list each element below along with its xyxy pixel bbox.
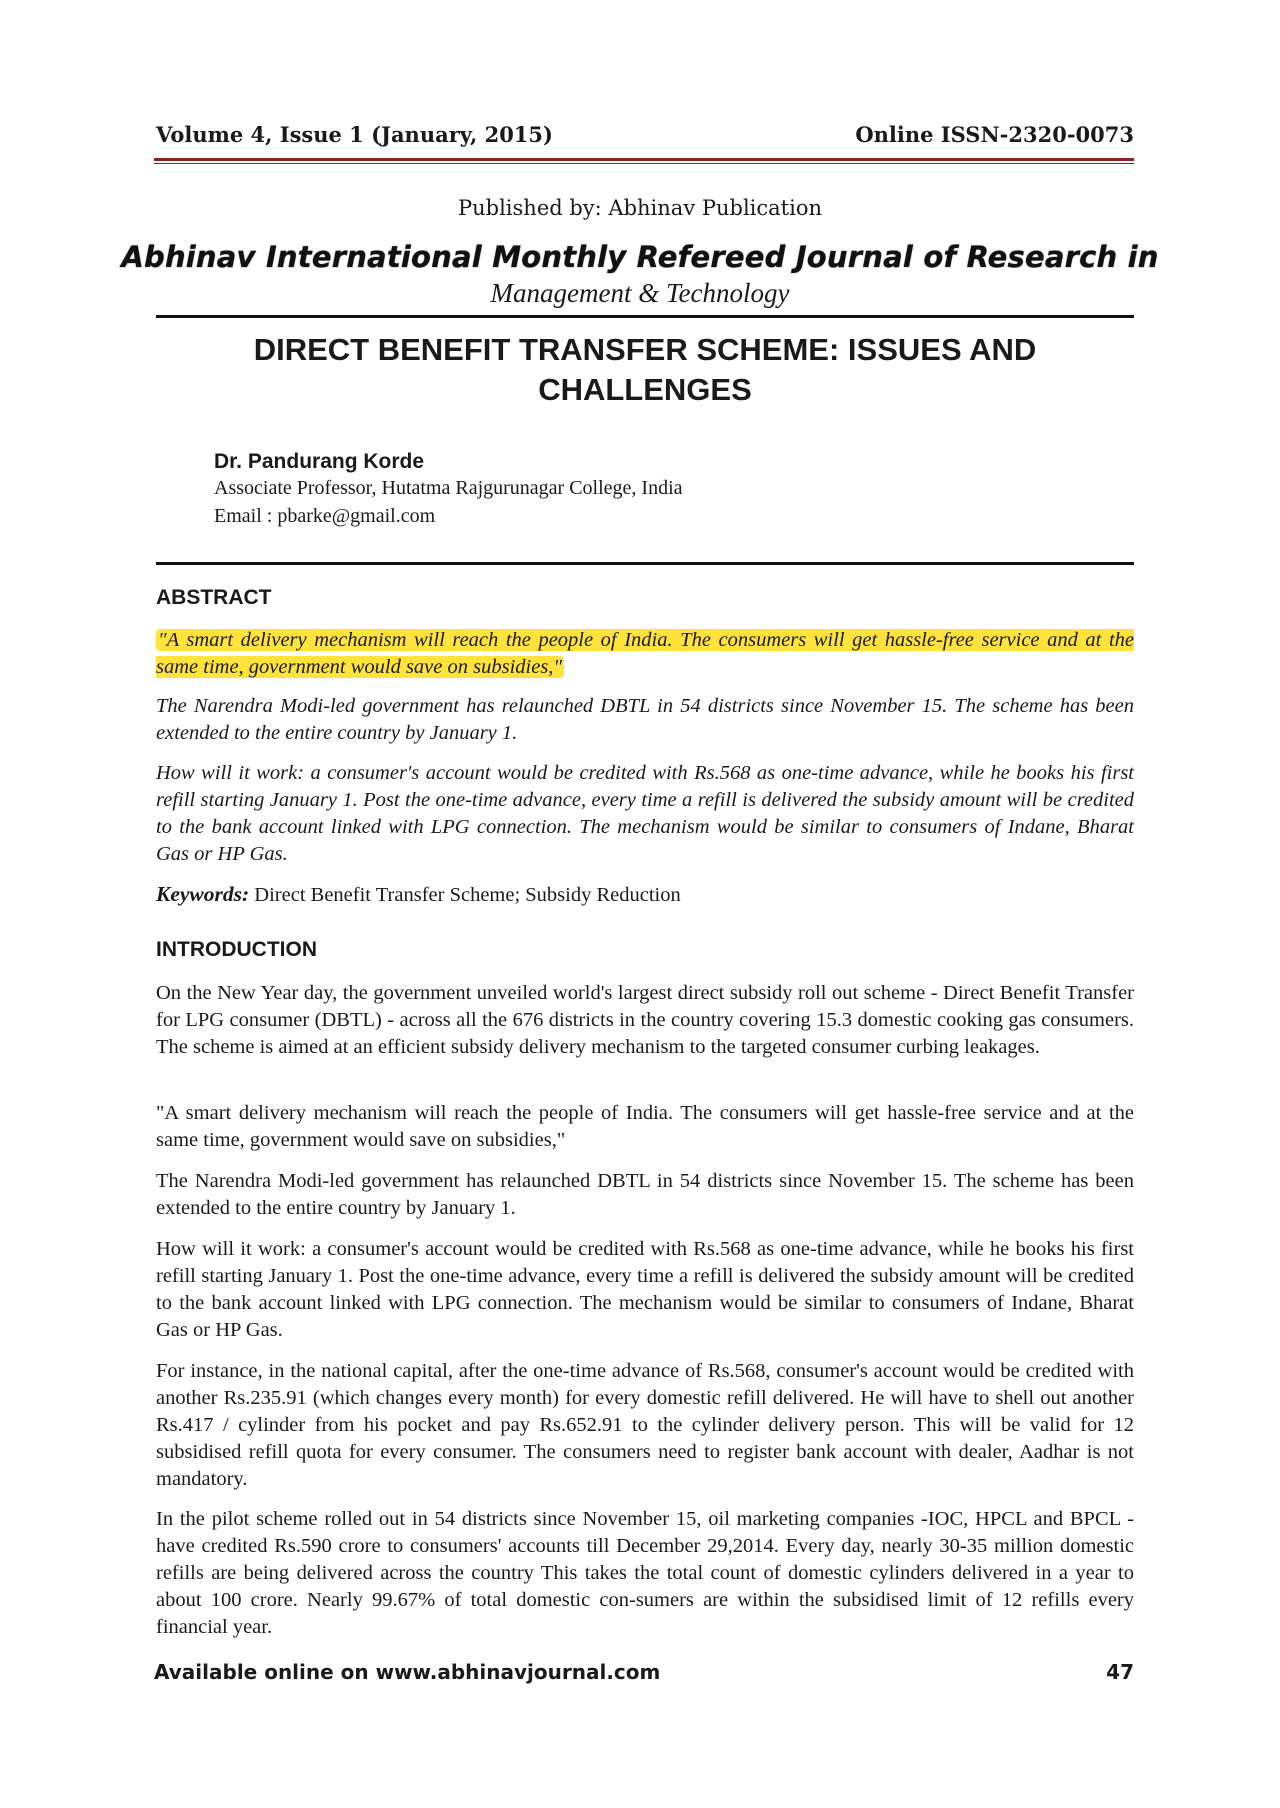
footer-availability: Available online on www.abhinavjournal.com [154,1660,661,1684]
author-name: Dr. Pandurang Korde [214,450,425,473]
intro-paragraph: The Narendra Modi-led government has relaunched DBTL in 54 districts since November 15. The scheme has been extended to the entire country by January 1. [156,1170,1134,1219]
keywords-label: Keywords: [156,882,250,906]
intro-paragraph: How will it work: a consumer's account would be credited with Rs.568 as one-time advance, while he books his first refill starting January 1. Post the one-time advance, every time a refill is delivered the subsidy amount will be credited to the bank account linked with LPG connection. The mechanism would be similar to consumers of Indane, Bharat Gas or HP Gas. [156,1238,1134,1341]
author-rule [156,562,1134,565]
issn: Online ISSN-2320-0073 [855,122,1134,147]
author-affiliation: Associate Professor, Hutatma Rajgurunagar College, India [214,477,683,499]
volume-issue: Volume 4, Issue 1 (January, 2015) [156,122,553,147]
author-email: Email : pbarke@gmail.com [214,505,436,527]
intro-paragraph: On the New Year day, the government unveiled world's largest direct subsidy roll out scheme - Direct Benefit Transfer for LPG consumer (DBTL) - across all the 676 districts in the country covering 15.3 domestic cooking gas consumers. The scheme is aimed at an efficient subsidy delivery mechanism to the targeted consumer curbing leakages. [156,982,1134,1058]
page-number: 47 [1106,1660,1134,1684]
journal-subtitle: Management & Technology [490,278,790,308]
publisher-line: Published by: Abhinav Publication [457,196,822,220]
paper-title: DIRECT BENEFIT TRANSFER SCHEME: ISSUES AND CHALLENGES [253,332,1037,407]
abstract-heading: ABSTRACT [156,586,272,609]
abstract-paragraph: The Narendra Modi-led government has relaunched DBTL in 54 districts since November 15. The scheme has been extended to the entire country by January 1. [156,695,1134,744]
keywords-text: Direct Benefit Transfer Scheme; Subsidy Reduction [254,884,681,906]
abstract-paragraph: How will it work: a consumer's account would be credited with Rs.568 as one-time advance, while he books his first refill starting January 1. Post the one-time advance, every time a refill is delivered the subsidy amount will be credited to the bank account linked with LPG connection. The mechanism would be similar to consumers of Indane, Bharat Gas or HP Gas. [156,762,1134,865]
running-header [156,122,1134,154]
header-rule-thin [154,163,1134,164]
journal-name: Abhinav International Monthly Refereed Journal of Research in [121,240,1159,274]
header-rule [154,158,1134,161]
highlighted-quote: "A smart delivery mechanism will reach the people of India. The consumers will get hassle-free service and at the same time, government would save on subsidies," [156,629,1134,678]
introduction-heading: INTRODUCTION [156,938,317,961]
abstract-quote [156,627,1134,681]
intro-paragraph: For instance, in the national capital, after the one-time advance of Rs.568, consumer's account would be credited with another Rs.235.91 (which changes every month) for every domestic refill delivered. He will have to shell out another Rs.417 / cylinder from his pocket and pay Rs.652.91 to the cylinder delivery person. This will be valid for 12 subsidised refill quota for every consumer. The consumers need to register bank account with dealer, Aadhar is not mandatory. [156,1360,1134,1490]
intro-paragraph: In the pilot scheme rolled out in 54 districts since November 15, oil marketing companies -IOC, HPCL and BPCL - have credited Rs.590 crore to consumers' accounts till December 29,2014. Every day, nearly 30-35 million domestic refills are being delivered across the country This takes the total count of domestic cylinders delivered in a year to about 100 crore. Nearly 99.67% of total domestic con-sumers are within the subsidised limit of 12 refills every financial year. [156,1508,1134,1638]
intro-paragraph: "A smart delivery mechanism will reach the people of India. The consumers will get hassle-free service and at the same time, government would save on subsidies," [156,1102,1134,1151]
title-rule [156,315,1134,318]
keywords [156,882,681,907]
